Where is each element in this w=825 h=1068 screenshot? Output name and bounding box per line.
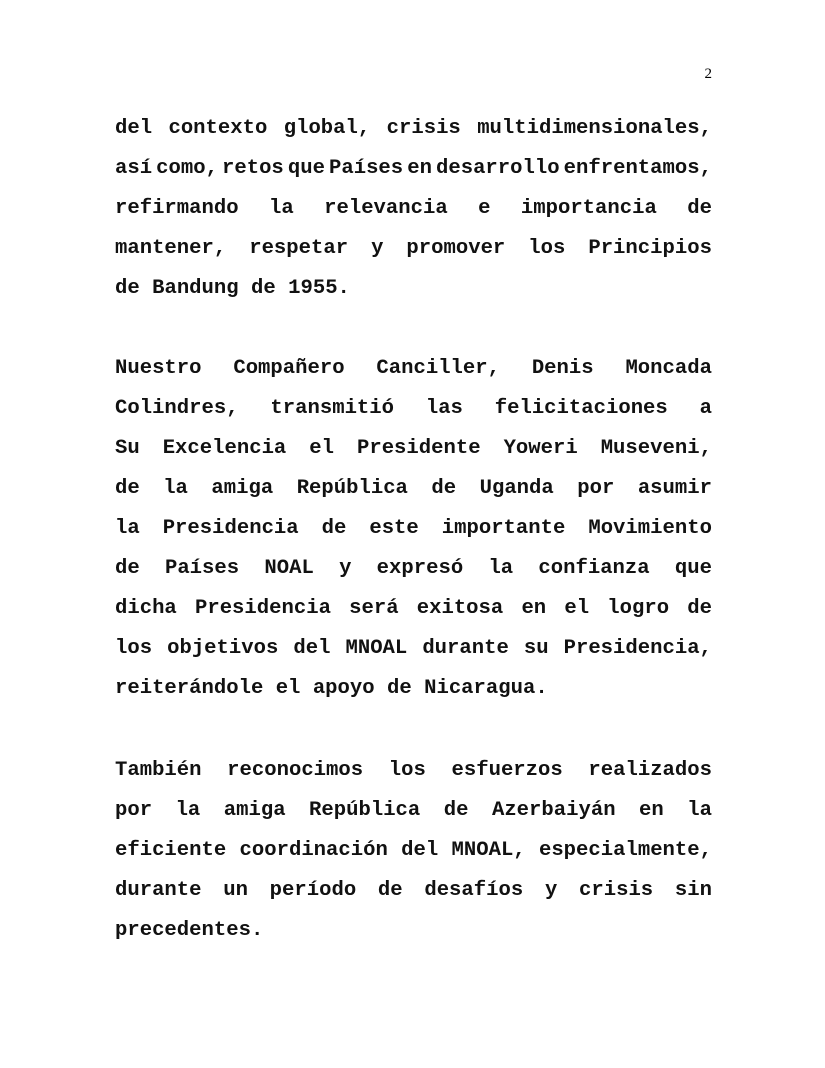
word: Bandung [152, 277, 239, 300]
word: en [407, 157, 432, 180]
word: de [115, 277, 140, 300]
word: confianza [538, 557, 650, 580]
word: Países [329, 157, 404, 180]
word: crisis [386, 117, 461, 140]
text-line [115, 235, 712, 275]
word: Presidencia, [563, 637, 712, 660]
text-line [115, 635, 712, 675]
word: asumir [637, 477, 712, 500]
word: Azerbaiyán [491, 799, 616, 822]
text-line [115, 155, 712, 195]
word: apoyo [312, 677, 375, 700]
word: Yoweri [503, 437, 578, 460]
word: crisis [579, 879, 654, 902]
word: Su [115, 437, 140, 460]
word: expresó [376, 557, 464, 580]
word: realizados [588, 759, 712, 782]
word: y [339, 557, 352, 580]
word: promover [406, 237, 506, 260]
word: República [296, 477, 408, 500]
word: y [544, 879, 558, 902]
word: así [115, 157, 153, 180]
word: retos [222, 157, 284, 180]
word: Colindres, [115, 397, 239, 420]
word: como, [156, 157, 218, 180]
text-line [115, 675, 712, 715]
word: exitosa [416, 597, 504, 620]
text-line [115, 837, 712, 877]
word: Denis [531, 357, 594, 380]
paragraph-3 [115, 757, 712, 957]
word: amiga [223, 799, 286, 822]
word: el [275, 677, 301, 700]
word: las [425, 397, 463, 420]
word: dicha [115, 597, 177, 620]
word: logro [607, 597, 670, 620]
word: precedentes. [115, 919, 264, 942]
word: la [115, 517, 140, 540]
word: importante [441, 517, 566, 540]
word: a [699, 397, 712, 420]
word: el [564, 597, 590, 620]
word: en [639, 799, 664, 822]
text-line [115, 275, 712, 315]
text-line [115, 195, 712, 235]
word: mantener, [115, 237, 227, 260]
word: de [687, 597, 712, 620]
word: Principios [588, 237, 712, 260]
text-line [115, 555, 712, 595]
word: Nicaragua. [424, 677, 548, 700]
paragraph-2 [115, 355, 712, 715]
word: coordinación [239, 839, 388, 862]
word: que [674, 557, 712, 580]
word: del [401, 839, 439, 862]
word: de [387, 677, 412, 700]
word: sin [674, 879, 712, 902]
word: contexto [168, 117, 268, 140]
word: de [431, 477, 457, 500]
word: la [687, 799, 712, 822]
word: su [523, 637, 549, 660]
page-number: 2 [704, 66, 712, 82]
word: enfrentamos, [563, 157, 712, 180]
text-line [115, 757, 712, 797]
text-line [115, 515, 712, 555]
text-line [115, 917, 712, 957]
word: También [115, 759, 202, 782]
word: será [349, 597, 399, 620]
word: Presidencia [194, 597, 331, 620]
word: NOAL [264, 557, 314, 580]
word: de [251, 277, 276, 300]
text-line [115, 877, 712, 917]
word: y [371, 237, 384, 260]
word: especialmente, [538, 839, 712, 862]
word: Nuestro [115, 357, 202, 380]
word: transmitió [270, 397, 395, 420]
word: Canciller, [376, 357, 500, 380]
word: Presidente [356, 437, 481, 460]
word: el [309, 437, 334, 460]
text-line [115, 595, 712, 635]
text-line [115, 435, 712, 475]
word: durante [115, 879, 202, 902]
word: de [443, 799, 469, 822]
text-line [115, 475, 712, 515]
word: 1955. [288, 277, 350, 300]
word: del [115, 117, 153, 140]
word: esfuerzos [451, 759, 563, 782]
word: felicitaciones [494, 397, 668, 420]
paragraph-1 [115, 115, 712, 315]
word: Moncada [625, 357, 712, 380]
word: refirmando [115, 197, 239, 220]
word: MNOAL, [451, 839, 526, 862]
word: Presidencia [162, 517, 299, 540]
text-line [115, 115, 712, 155]
word: del [293, 637, 331, 660]
word: Excelencia [162, 437, 287, 460]
word: importancia [520, 197, 657, 220]
word: de [115, 557, 140, 580]
word: respetar [249, 237, 349, 260]
word: amiga [211, 477, 274, 500]
word: la [175, 799, 201, 822]
word: objetivos [167, 637, 279, 660]
word: de [115, 477, 140, 500]
word: por [577, 477, 615, 500]
word: República [309, 799, 421, 822]
word: la [269, 197, 294, 220]
word: en [521, 597, 547, 620]
word: los [115, 637, 153, 660]
word: este [369, 517, 419, 540]
word: e [478, 197, 491, 220]
word: de [377, 879, 403, 902]
word: de [687, 197, 712, 220]
word: los [388, 759, 426, 782]
word: Compañero [233, 357, 345, 380]
word: los [528, 237, 566, 260]
word: de [321, 517, 347, 540]
word: desarrollo [436, 157, 560, 180]
word: Movimiento [588, 517, 712, 540]
word: Museveni, [600, 437, 712, 460]
word: MNOAL [345, 637, 408, 660]
word: reiterándole [115, 677, 264, 700]
word: global, [283, 117, 371, 140]
text-line [115, 797, 712, 837]
text-line [115, 355, 712, 395]
word: Uganda [479, 477, 554, 500]
word: multidimensionales, [477, 117, 712, 140]
word: relevancia [324, 197, 448, 220]
text-line [115, 395, 712, 435]
word: durante [422, 637, 509, 660]
word: la [488, 557, 514, 580]
word: desafíos [424, 879, 524, 902]
word: la [163, 477, 188, 500]
word: por [115, 799, 153, 822]
word: eficiente [115, 839, 227, 862]
word: que [287, 157, 325, 180]
word: un [223, 879, 248, 902]
word: reconocimos [227, 759, 364, 782]
word: Países [164, 557, 240, 580]
word: período [269, 879, 357, 902]
